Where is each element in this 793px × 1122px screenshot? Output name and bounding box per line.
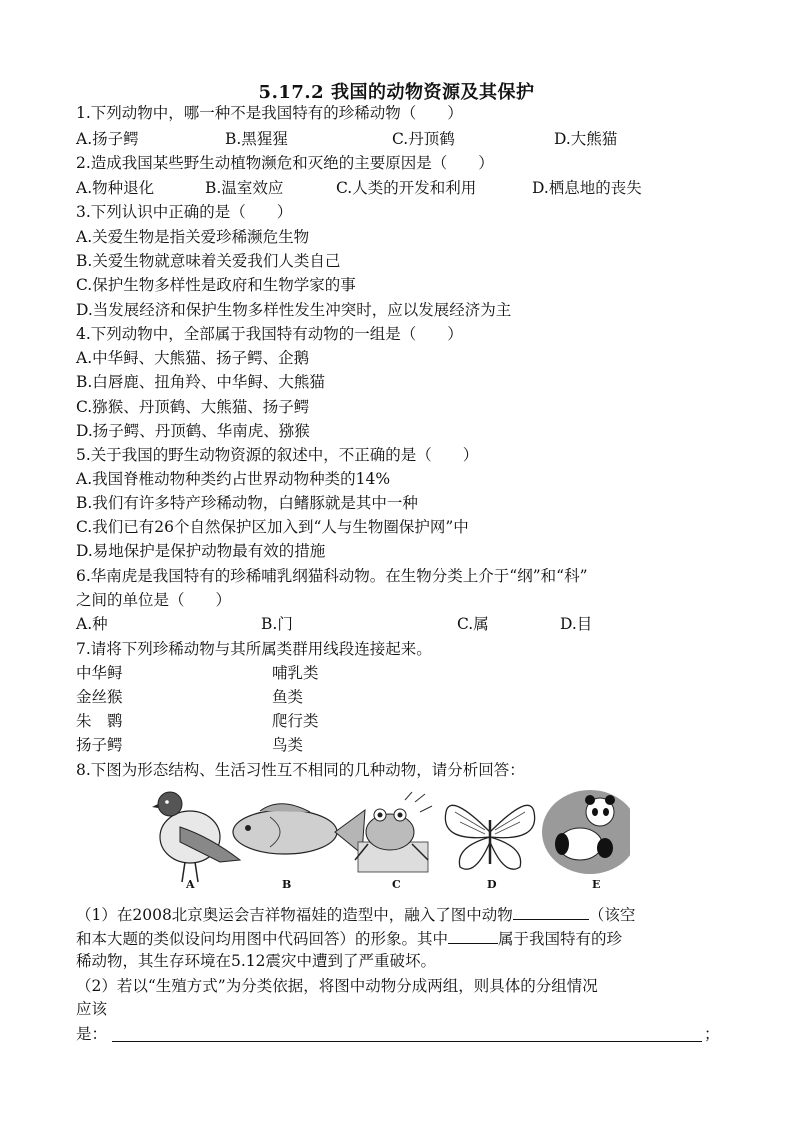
q5-stem: 5.关于我国的野生动物资源的叙述中，不正确的是（ ） — [76, 446, 479, 464]
q2-stem: 2.造成我国某些野生动植物濒危和灭绝的主要原因是（ ） — [76, 154, 494, 172]
q7-animal: 朱 鹮 — [76, 712, 123, 730]
q2-option-a: A.物种退化 — [76, 179, 155, 197]
q6-stem-line1: 6.华南虎是我国特有的珍稀哺乳纲猫科动物。在生物分类上介于“纲”和“科” — [76, 567, 588, 585]
answer-blank[interactable] — [513, 903, 589, 920]
q3-option-c: C.保护生物多样性是政府和生物学家的事 — [76, 276, 356, 294]
q1-option-b: B.黑猩猩 — [225, 130, 288, 148]
q4-option-b: B.白唇鹿、扭角羚、中华鲟、大熊猫 — [76, 373, 325, 391]
answer-blank[interactable] — [448, 927, 498, 944]
q3-option-d: D.当发展经济和保护生物多样性发生冲突时，应以发展经济为主 — [76, 301, 512, 319]
q3-option-b: B.关爱生物就意味着关爱我们人类自己 — [76, 252, 341, 270]
q8-part2-line3: 是： — [76, 1025, 108, 1043]
q6-option-c: C.属 — [457, 615, 489, 633]
q1-option-d: D.大熊猫 — [554, 130, 618, 148]
q1-option-a: A.扬子鳄 — [76, 130, 139, 148]
frog-image — [355, 792, 432, 872]
q7-animal: 扬子鳄 — [76, 736, 123, 754]
q7-group: 爬行类 — [272, 712, 319, 730]
q2-option-c: C.人类的开发和利用 — [336, 179, 477, 197]
q7-stem: 7.请将下列珍稀动物与其所属类群用线段连接起来。 — [76, 640, 432, 658]
q7-group: 鱼类 — [272, 688, 304, 706]
butterfly-image — [445, 805, 534, 869]
q7-animal: 金丝猴 — [76, 688, 123, 706]
q7-animal: 中华鲟 — [76, 664, 123, 682]
figure-label-c: C — [392, 878, 401, 891]
answer-end-mark: ； — [704, 1025, 720, 1043]
q7-group: 鸟类 — [272, 736, 304, 754]
figure-label-a: A — [186, 878, 195, 891]
q1-stem: 1.下列动物中，哪一种不是我国特有的珍稀动物（ ） — [76, 104, 463, 122]
pigeon-image — [152, 792, 240, 882]
q4-stem: 4.下列动物中，全部属于我国特有动物的一组是（ ） — [76, 325, 463, 343]
q1-option-c: C.丹顶鹤 — [392, 130, 455, 148]
answer-line[interactable] — [112, 1040, 702, 1042]
q7-group: 哺乳类 — [272, 664, 319, 682]
q8-part1-line3: 稀动物，其生存环境在5.12震灾中遭到了严重破坏。 — [76, 952, 437, 970]
q5-option-c: C.我们已有26个自然保护区加入到“人与生物圈保护网”中 — [76, 518, 469, 536]
q8-part1-text: 和本大题的类似设问均用图中代码回答）的形象。其中 — [76, 930, 449, 948]
page-title: 5.17.2 我国的动物资源及其保护 — [258, 82, 535, 103]
q2-option-d: D.栖息地的丧失 — [532, 179, 642, 197]
q5-option-a: A.我国脊椎动物种类约占世界动物种类的14% — [76, 470, 391, 488]
q5-option-b: B.我们有许多特产珍稀动物，白鳍豚就是其中一种 — [76, 494, 418, 512]
q4-option-c: C.猕猴、丹顶鹤、大熊猫、扬子鳄 — [76, 398, 310, 416]
q8-part2-line1: （2）若以“生殖方式”为分类依据，将图中动物分成两组，则具体的分组情况 — [76, 977, 598, 995]
q3-option-a: A.关爱生物是指关爱珍稀濒危生物 — [76, 228, 310, 246]
q5-option-d: D.易地保护是保护动物最有效的措施 — [76, 542, 326, 560]
q6-stem-line2: 之间的单位是（ ） — [76, 591, 232, 609]
q8-part1-text: 属于我国特有的珍 — [498, 930, 623, 948]
q8-part1-line2 — [76, 927, 622, 949]
q8-part2-line2: 应该 — [76, 1000, 108, 1018]
figure-label-d: D — [487, 878, 497, 891]
q8-stem: 8.下图为形态结构、生活习性互不相同的几种动物，请分析回答： — [76, 761, 525, 779]
q8-part1-text: （该空 — [588, 906, 636, 924]
q4-option-a: A.中华鲟、大熊猫、扬子鳄、企鹅 — [76, 349, 310, 367]
q6-option-b: B.门 — [261, 615, 293, 633]
q3-stem: 3.下列认识中正确的是（ ） — [76, 203, 293, 221]
q4-option-d: D.扬子鳄、丹顶鹤、华南虎、猕猴 — [76, 422, 310, 440]
figure-label-b: B — [282, 878, 292, 891]
q6-option-a: A.种 — [76, 615, 108, 633]
q8-part1-text: （1）在2008北京奥运会吉祥物福娃的造型中，融入了图中动物 — [76, 906, 513, 924]
panda-image — [542, 790, 630, 874]
q6-option-d: D.目 — [560, 615, 593, 633]
q2-option-b: B.温室效应 — [205, 179, 284, 197]
figure-label-e: E — [592, 878, 601, 891]
fish-image — [233, 804, 365, 854]
q8-part1-line1 — [76, 903, 635, 925]
animal-figure — [150, 782, 630, 892]
